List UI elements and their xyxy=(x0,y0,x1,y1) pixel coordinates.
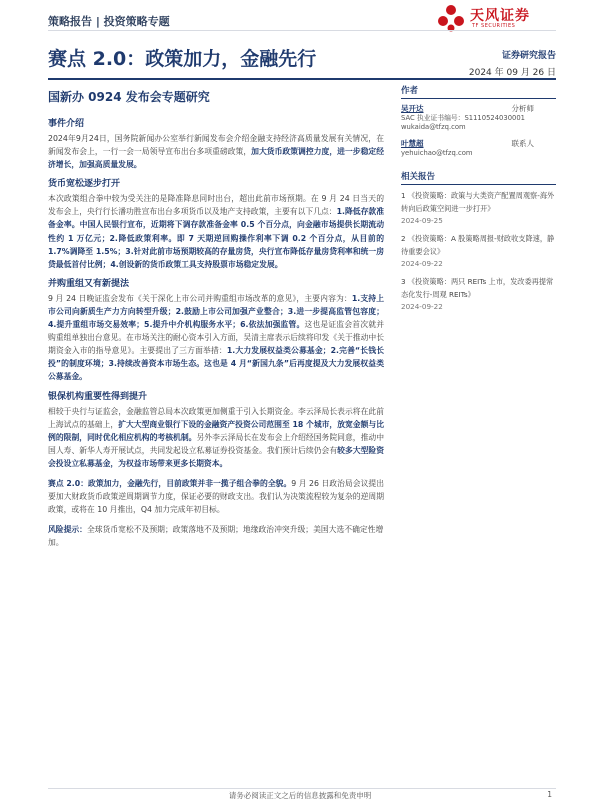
related-report-item xyxy=(401,232,556,270)
body-text: 相较于央行与证监会，金融监管总局本次政策更加侧重于引入长期资金。李云泽局长表示将在此前上海试点的基础上， xyxy=(48,406,384,429)
section-paragraph xyxy=(48,477,384,516)
related-report-item xyxy=(401,275,556,313)
logo-text-en: TF SECURITIES xyxy=(472,23,516,29)
section-heading: 银保机构重要性得到提升 xyxy=(48,391,148,402)
risk-text: 全球货币宽松不及预期；政策落地不及预期；地缘政治冲突升级；美国大选不确定性增加。 xyxy=(48,525,384,548)
author-card xyxy=(401,103,556,132)
authors-heading: 作者 xyxy=(401,84,556,99)
author-contact: wukaida@tfzq.com xyxy=(401,123,466,131)
header-divider xyxy=(48,30,556,31)
author-contact: yehuichao@tfzq.com xyxy=(401,149,473,157)
emphasis-text: 扩大大型商业银行下设的金融资产投资公司范围至 18 个城市，放宽金额与比例的限制，同时优化相应机构的考核机制。 xyxy=(48,419,384,442)
logo-text-cn: 天风证券 xyxy=(470,8,530,24)
section-paragraph xyxy=(48,132,384,171)
body-text: 9 月 24 日晚证监会发布《关于深化上市公司并购重组市场改革的意见》，主要内容为： xyxy=(48,293,352,303)
tf-logo-icon xyxy=(436,4,466,32)
page-number: 1 xyxy=(547,790,552,799)
related-report-date: 2024-09-25 xyxy=(401,216,443,225)
author-name: 叶慧超 xyxy=(401,139,424,148)
report-subtitle: 国新办 0924 发布会专题研究 xyxy=(48,90,210,104)
report-date: 2024 年 09 月 26 日 xyxy=(468,68,556,78)
author-row xyxy=(401,138,556,149)
emphasis-text: 1.支持上市公司向新质生产力方向转型升级；2.鼓励上市公司加强产业整合；3.进一步提高监管包容度；4.提升重组市场交易效率；5.提升中介机构服务水平；6.依法加强监管。 xyxy=(48,293,385,330)
related-report-title: 2 《投资策略：A 股策略周报-财政收支降速，静待重要会议》 xyxy=(401,234,555,256)
related-report-title: 1 《投资策略：政策与大类资产配置周观察-海外转向后政策空间进一步打开》 xyxy=(401,191,555,213)
footer-divider xyxy=(48,788,556,789)
footer-disclaimer: 请务必阅读正文之后的信息披露和免责申明 xyxy=(228,791,372,800)
report-category: 策略报告 | 投资策略专题 xyxy=(48,15,170,28)
main-body xyxy=(48,118,384,549)
body-text: 9 月 26 日政治局会议提出要加大财政货币政策逆周期调节力度，保证必要的财政支出。我们认为决策流程较为复杂的逆周期政策，或将在 10 月推出，Q4 加力完成年初目标。 xyxy=(48,478,384,515)
risk-warning xyxy=(48,523,384,549)
body-text: 本次政策组合拳中较为受关注的是降准降息同时出台，超出此前市场预期。在 9 月 24 日当天的发布会上，央行行长潘功胜宣布出台多项货币以及地产支持政策，主要有以下几点： xyxy=(48,194,384,217)
body-text: 另外李云泽局长在发布会上介绍经国务院同意，推动中国人寿、新华人寿开展试点，共同发起设立私募证券投资基金。我们预计后续仍会有 xyxy=(48,432,385,455)
emphasis-text: 赛点 2.0：政策加力，金融先行，目前政策并非一揽子组合拳的全貌。 xyxy=(48,478,292,488)
author-contact: SAC 执业证书编号：S1110524030001 xyxy=(401,114,525,122)
section-paragraph xyxy=(48,192,384,271)
body-text: 这也是证监会首次就并购重组单独出台意见。在市场关注的耐心资本引入方面，吴清主席表示后续将印发《关于推动中长期资金入市的指导意见》。主要提出了三方面举措： xyxy=(48,320,384,356)
related-heading: 相关报告 xyxy=(401,170,556,185)
author-row xyxy=(401,103,556,114)
section-heading: 事件介绍 xyxy=(48,119,85,129)
section-paragraph xyxy=(48,292,384,384)
emphasis-text: 1.降低存款准备金率。中国人民银行宣布，近期将下调存款准备金率 0.5 个百分点，向金融市场提供长期流动性约 1 万亿元；2.降低政策利率。即 7 天期逆回购操作利率下调 0.2 个百分点，从目前的 1.7%调降至 1.5%；3.针对此前市场预期较高的存量房贷，央行宣布降低存量房贷利率和统一房贷最低首付比例；4.创设新的货币政策工具支持股票市场稳定发展。 xyxy=(48,207,384,269)
emphasis-text: 加大货币政策调控力度，进一步稳定经济增长，加强高质量发展。 xyxy=(48,147,384,170)
sidebar xyxy=(401,84,556,318)
section-heading: 并购重组又有新提法 xyxy=(48,278,130,289)
body-text: 2024年9月24日，国务院新闻办公室举行新闻发布会介绍金融支持经济高质量发展有关情况，在新闻发布会上，一行一会一局领导宣布出台多项重磅政策， xyxy=(48,134,384,157)
related-reports-list xyxy=(401,189,556,313)
report-title: 赛点 2.0：政策加力，金融先行 xyxy=(48,48,317,70)
related-report-title: 3 《投资策略：两只 REITs 上市，发改委再提常态化发行-周观 REITs》 xyxy=(401,277,554,299)
related-report-date: 2024-09-22 xyxy=(401,302,443,311)
section-heading: 货币宽松逐步打开 xyxy=(48,179,121,190)
emphasis-text: 较多大型险资会投设立私募基金，为权益市场带来更多长期资本。 xyxy=(48,445,385,468)
authors-list xyxy=(401,103,556,158)
author-role: 联系人 xyxy=(511,139,534,148)
related-report-item xyxy=(401,189,556,227)
risk-label: 风险提示： xyxy=(48,525,87,535)
emphasis-text: 1.大力发展权益类公募基金；2.完善“长钱长投”的制度环境；3.持续改善资本市场生态。这也是 4 月“新国九条”后再度提及大力发展权益类公募基金。 xyxy=(48,346,384,382)
related-report-date: 2024-09-22 xyxy=(401,259,443,268)
title-divider xyxy=(48,78,556,80)
section-paragraph xyxy=(48,405,384,470)
author-role: 分析师 xyxy=(511,104,534,113)
report-type: 证券研究报告 xyxy=(501,51,556,61)
author-name: 吴开达 xyxy=(401,104,424,113)
author-card xyxy=(401,138,556,158)
